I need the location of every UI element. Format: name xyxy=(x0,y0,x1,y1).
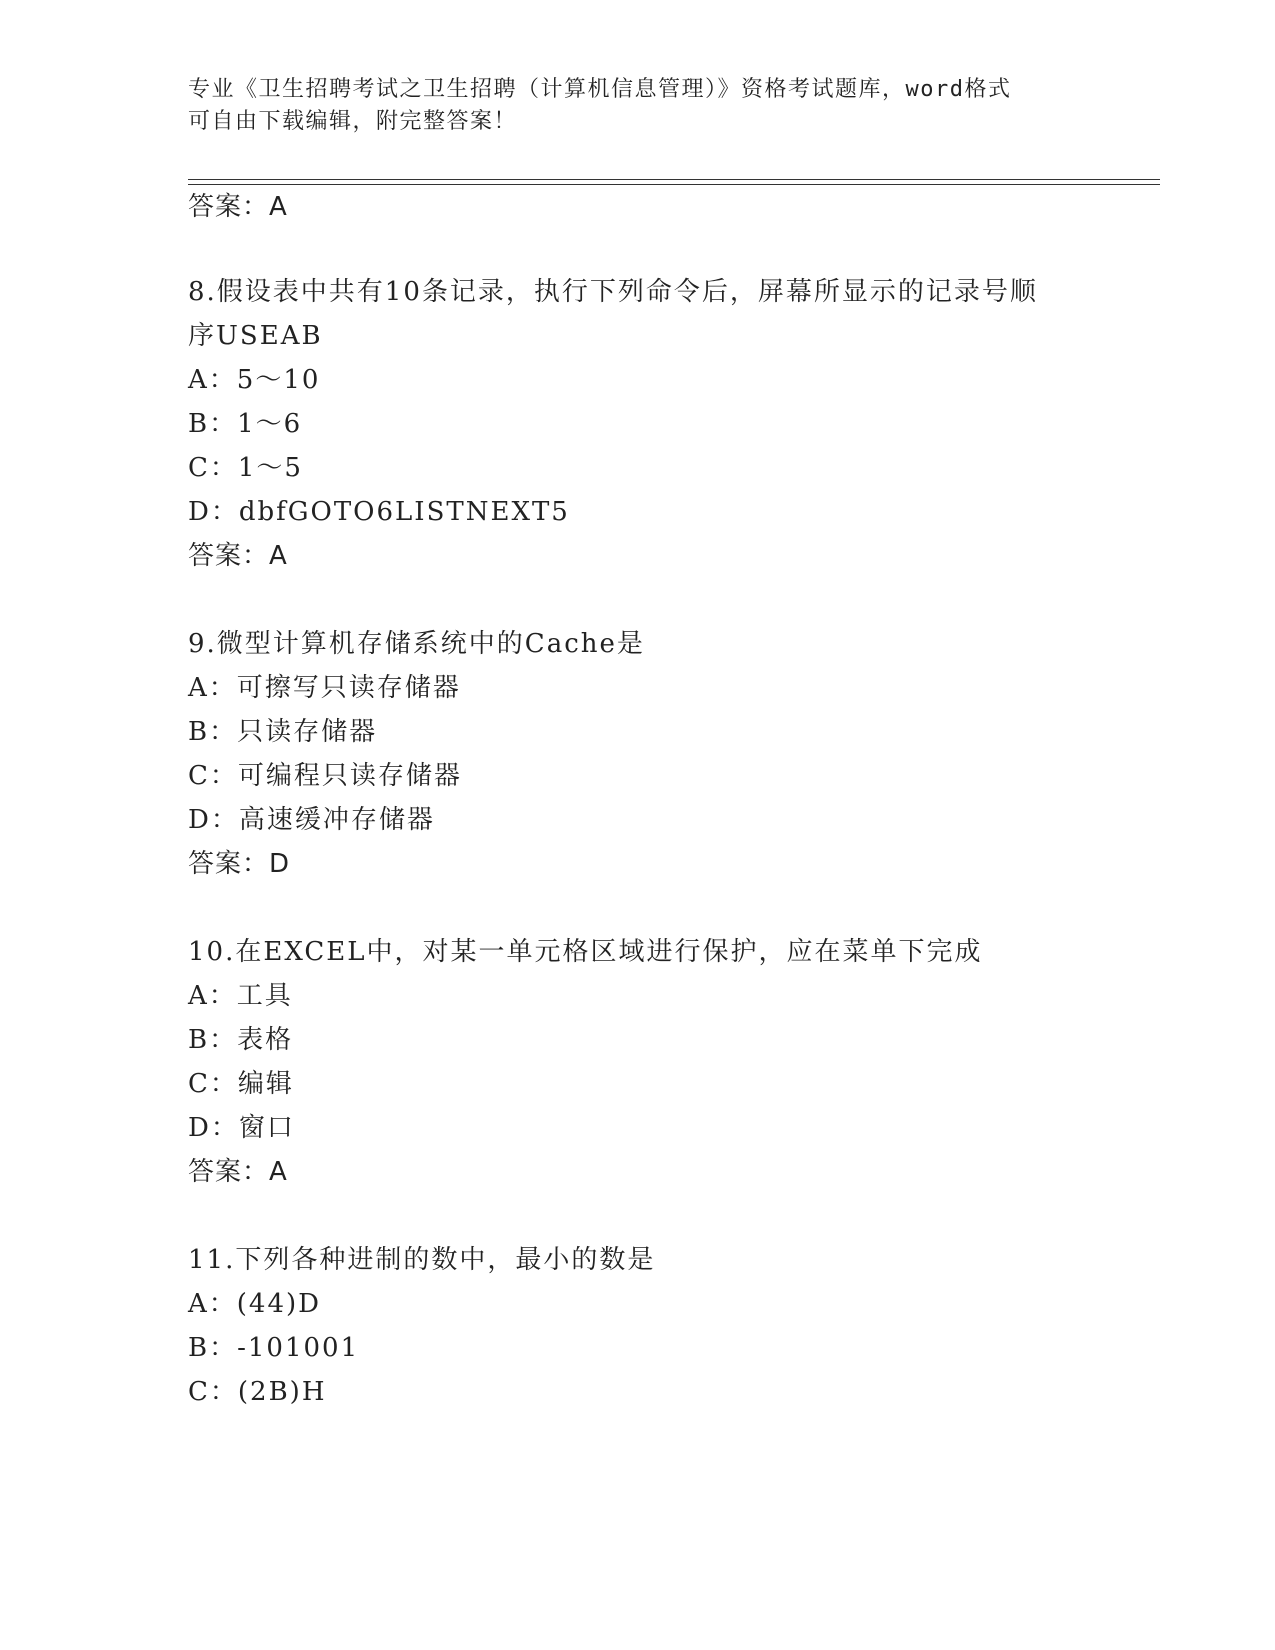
option-a: A：5～10 xyxy=(188,365,321,395)
answer-line: 答案：D xyxy=(188,849,291,879)
question-stem: 9.微型计算机存储系统中的Cache是 xyxy=(188,629,645,659)
option-a: A：可擦写只读存储器 xyxy=(188,673,461,703)
option-d: D：窗口 xyxy=(188,1113,295,1143)
option-c: C：(2B)H xyxy=(188,1377,327,1407)
header-line-2: 可自由下载编辑，附完整答案！ xyxy=(188,109,518,134)
option-a: A：(44)D xyxy=(188,1289,321,1319)
question-stem: 11.下列各种进制的数中，最小的数是 xyxy=(188,1245,656,1275)
option-b: B：1～6 xyxy=(188,409,303,439)
option-b: B：表格 xyxy=(188,1025,294,1055)
question-stem: 10.在EXCEL中，对某一单元格区域进行保护，应在菜单下完成 xyxy=(188,937,983,967)
option-c: C：1～5 xyxy=(188,453,303,483)
option-d: D：dbfGOTO6LISTNEXT5 xyxy=(188,497,570,527)
answer-line: 答案：A xyxy=(188,1157,288,1187)
header-divider-top xyxy=(188,179,1160,180)
header-divider-bottom xyxy=(188,184,1160,185)
option-b: B：只读存储器 xyxy=(188,717,378,747)
option-c: C：编辑 xyxy=(188,1069,294,1099)
option-c: C：可编程只读存储器 xyxy=(188,761,462,791)
option-a: A：工具 xyxy=(188,981,293,1011)
document-header xyxy=(188,74,1088,138)
question-stem: 8.假设表中共有10条记录，执行下列命令后，屏幕所显示的记录号顺 xyxy=(188,277,1038,307)
option-b: B：-101001 xyxy=(188,1333,360,1363)
question-stem-continued: 序USEAB xyxy=(188,321,323,351)
answer-line: 答案：A xyxy=(188,541,288,571)
header-line-1: 专业《卫生招聘考试之卫生招聘（计算机信息管理）》资格考试题库，word格式 xyxy=(188,77,1012,102)
answer-line: 答案：A xyxy=(188,192,288,222)
option-d: D：高速缓冲存储器 xyxy=(188,805,435,835)
